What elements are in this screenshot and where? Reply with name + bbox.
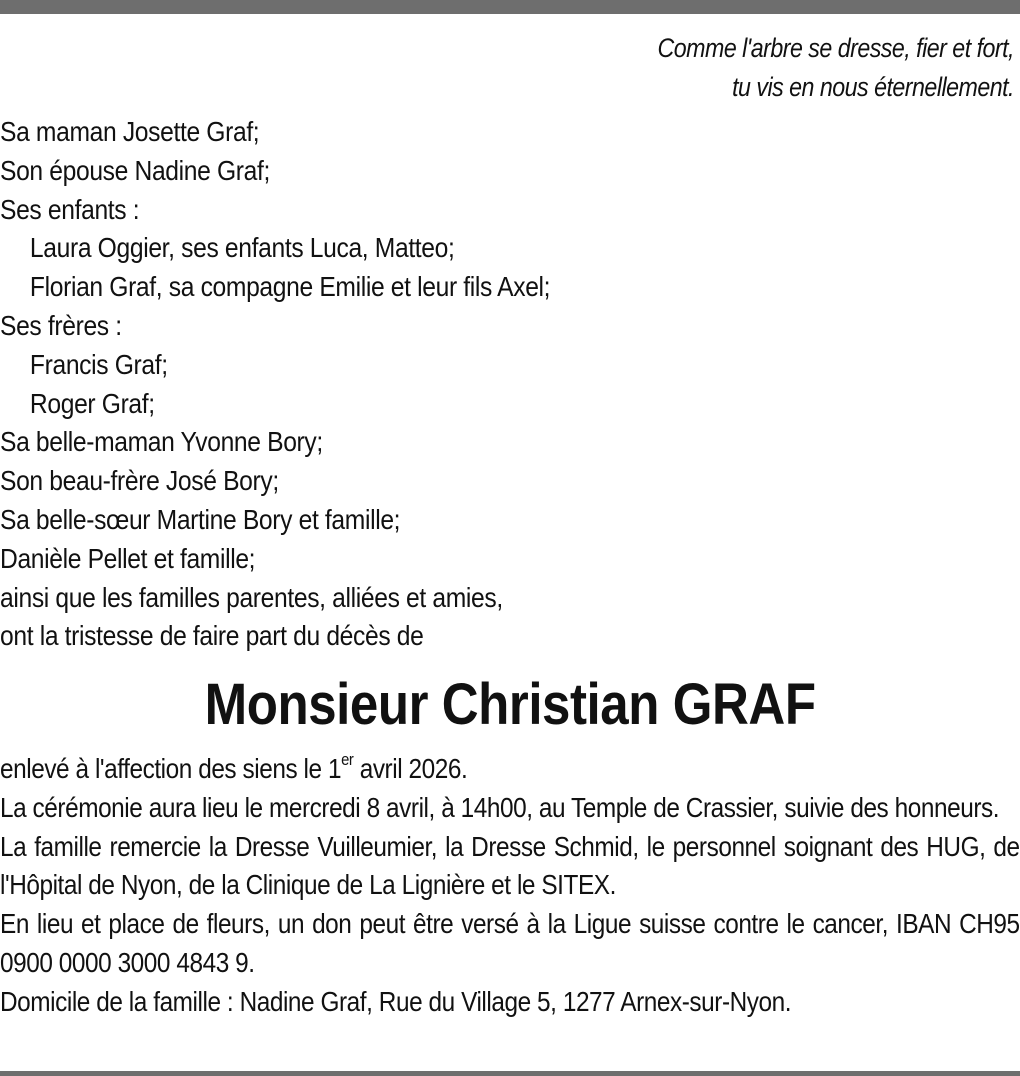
family-line-mother: Sa maman Josette Graf; <box>0 116 260 147</box>
family-line-brother-in-law: Son beau-frère José Bory; <box>0 465 279 497</box>
epigraph-quote <box>412 29 1014 107</box>
deceased-name-heading <box>0 672 1020 738</box>
family-line-children-heading: Ses enfants : <box>0 193 140 225</box>
family-list <box>0 113 1020 656</box>
family-line-child-laura: Laura Oggier, ses enfants Luca, Matteo; <box>29 232 455 264</box>
family-line-brother-francis: Francis Graf; <box>29 348 168 380</box>
passing-date-prefix: enlevé à l'affection des siens le 1 <box>0 753 342 784</box>
family-line-sister-in-law: Sa belle-sœur Martine Bory et famille; <box>0 503 401 535</box>
details-block <box>0 750 1020 1022</box>
passing-date-line <box>0 750 1020 789</box>
passing-date-superscript: er <box>341 750 354 769</box>
family-line-relatives: ainsi que les familles parentes, alliées et amies, <box>0 581 503 613</box>
ceremony-paragraph: La cérémonie aura lieu le mercredi 8 avril, à 14h00, au Temple de Crassier, suivie des honneurs. <box>0 791 1000 823</box>
family-line-daniele: Danièle Pellet et famille; <box>0 542 256 574</box>
passing-date-suffix: avril 2026. <box>353 753 468 784</box>
family-line-brothers-heading: Ses frères : <box>0 309 122 341</box>
family-line-wife: Son épouse Nadine Graf; <box>0 154 270 186</box>
top-border-rule <box>0 0 1020 14</box>
donation-paragraph: En lieu et place de fleurs, un don peut être versé à la Ligue suisse contre le cancer, IBAN CH95 0900 0000 3000 4843 9. <box>0 908 1020 978</box>
family-address-line: Domicile de la famille : Nadine Graf, Rue du Village 5, 1277 Arnex-sur-Nyon. <box>0 985 792 1017</box>
bottom-border-rule <box>0 1071 1020 1076</box>
thanks-paragraph: La famille remercie la Dresse Vuilleumier, la Dresse Schmid, le personnel soignant des HUG, de l'Hôpital de Nyon, de la Clinique de La Lignière et le SITEX. <box>0 830 1020 901</box>
deceased-name: Monsieur Christian GRAF <box>204 672 816 737</box>
family-line-mother-in-law: Sa belle-maman Yvonne Bory; <box>0 426 323 458</box>
family-line-announcement: ont la tristesse de faire part du décès de <box>0 620 424 652</box>
family-line-child-florian: Florian Graf, sa compagne Emilie et leur fils Axel; <box>29 271 551 303</box>
epigraph-line-1: Comme l'arbre se dresse, fier et fort, <box>657 33 1014 63</box>
epigraph-line-2: tu vis en nous éternellement. <box>732 72 1014 102</box>
family-line-brother-roger: Roger Graf; <box>29 387 155 419</box>
